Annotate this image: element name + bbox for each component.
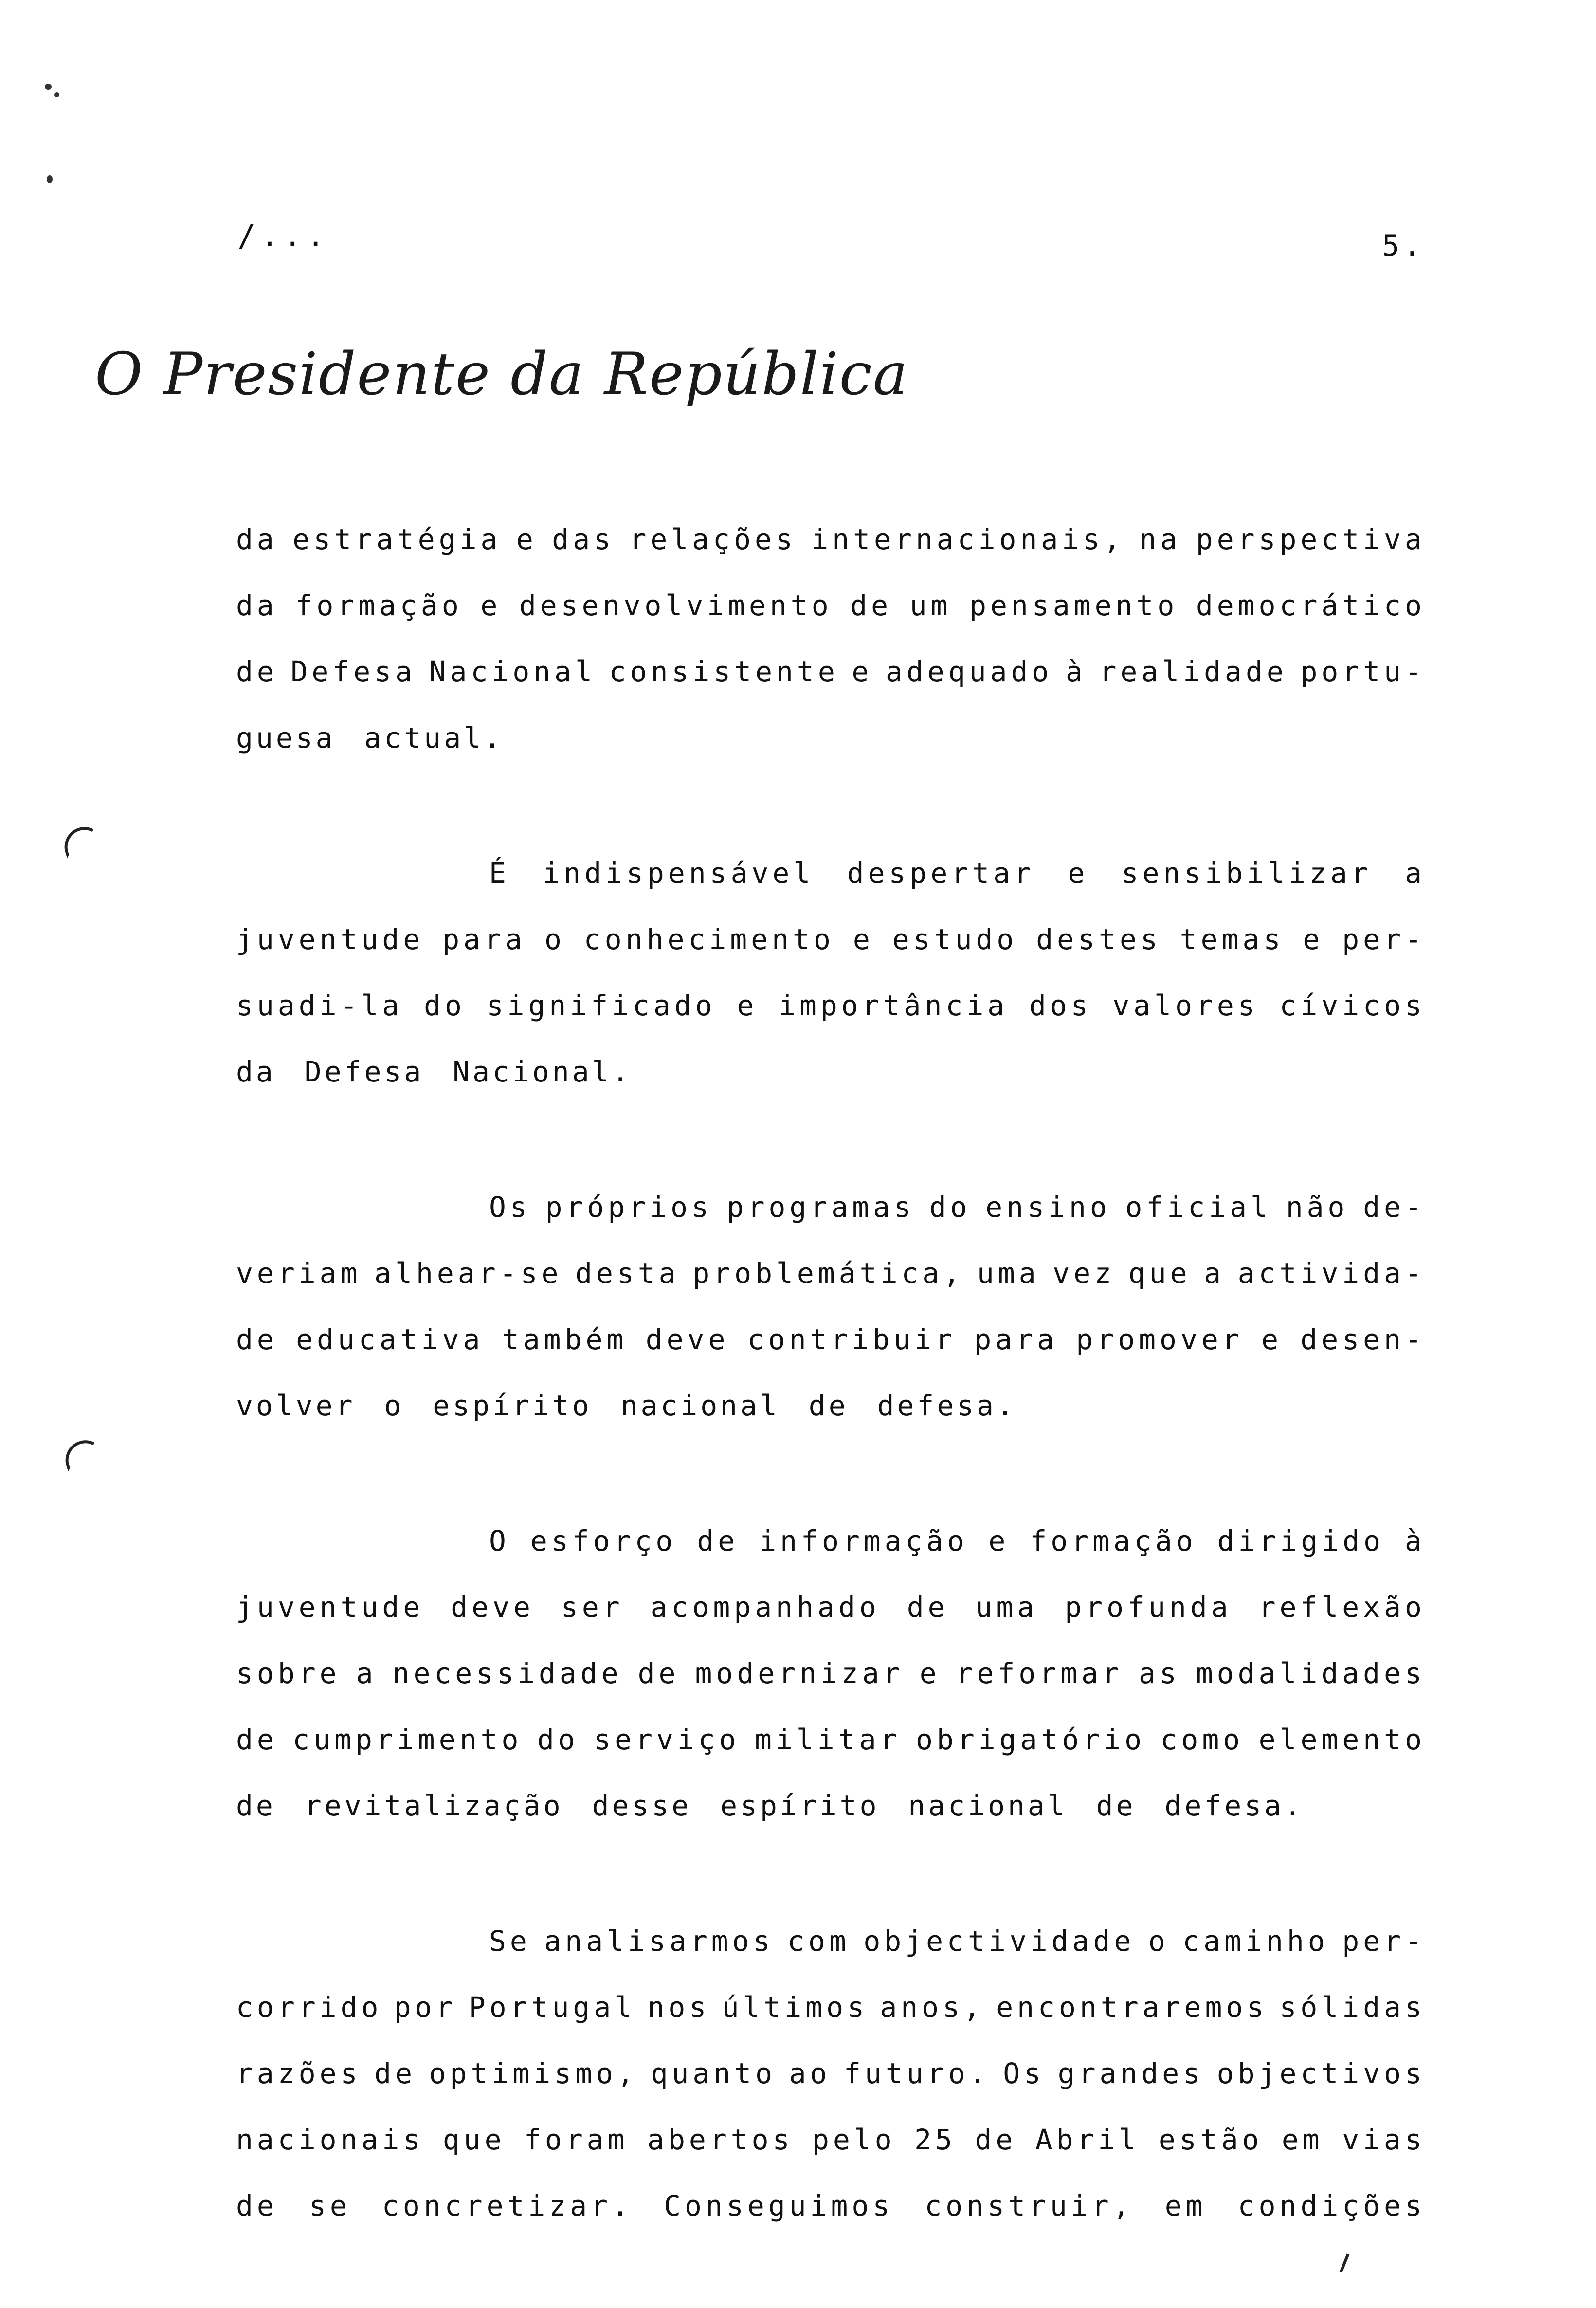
letterhead-title: O Presidente da República <box>95 341 909 408</box>
paragraph <box>236 1508 1426 1839</box>
text-line: de Defesa Nacional consistente e adequado à realidade portu- <box>236 655 1426 688</box>
text-line: suadi-la do significado e importância dos valores cívicos <box>236 989 1426 1022</box>
text-line: O esforço de informação e formação dirigido à <box>489 1524 1426 1557</box>
text-line: juventude deve ser acompanhado de uma profunda reflexão <box>236 1591 1426 1624</box>
text-line: veriam alhear-se desta problemática, uma vez que a activida- <box>236 1257 1426 1290</box>
text-line: Se analisarmos com objectividade o caminho per- <box>489 1924 1426 1958</box>
text-line: de cumprimento do serviço militar obrigatório como elemento <box>236 1723 1426 1756</box>
paragraph <box>236 506 1426 771</box>
text-line: sobre a necessidade de modernizar e reformar as modalidades <box>236 1657 1426 1690</box>
text-line: nacionais que foram abertos pelo 25 de Abril estão em vias <box>236 2123 1426 2156</box>
page-number: 5. <box>1382 229 1425 263</box>
text-line: de se concretizar. Conseguimos construir, em condições <box>236 2189 1426 2222</box>
text-line: guesa actual. <box>236 721 504 754</box>
text-line: de revitalização desse espírito nacional de defesa. <box>236 1789 1304 1822</box>
text-line: da estratégia e das relações internacionais, na perspectiva <box>236 523 1426 556</box>
letter-body <box>236 506 1426 2308</box>
paragraph <box>236 840 1426 1105</box>
text-line: É indispensável despertar e sensibilizar a <box>489 857 1426 890</box>
margin-mark <box>60 1435 106 1472</box>
scan-speck <box>54 92 59 97</box>
text-line: da Defesa Nacional. <box>236 1055 632 1088</box>
text-line: volver o espírito nacional de defesa. <box>236 1389 1017 1422</box>
paragraph <box>236 1908 1426 2239</box>
text-line: juventude para o conhecimento e estudo destes temas e per- <box>236 923 1426 956</box>
text-line: corrido por Portugal nos últimos anos, encontraremos sólidas <box>236 1991 1426 2024</box>
scan-speck <box>47 175 53 183</box>
text-line: razões de optimismo, quanto ao futuro. Os grandes objectivos <box>236 2057 1426 2090</box>
text-line: Os próprios programas do ensino oficial não de- <box>489 1191 1426 1224</box>
text-line: de educativa também deve contribuir para promover e desen- <box>236 1323 1426 1356</box>
scan-speck <box>45 84 52 90</box>
margin-mark <box>59 822 105 859</box>
continuation-marker: /... <box>237 218 330 254</box>
paragraph <box>236 1174 1426 1439</box>
text-line: da formação e desenvolvimento de um pensamento democrático <box>236 589 1426 622</box>
